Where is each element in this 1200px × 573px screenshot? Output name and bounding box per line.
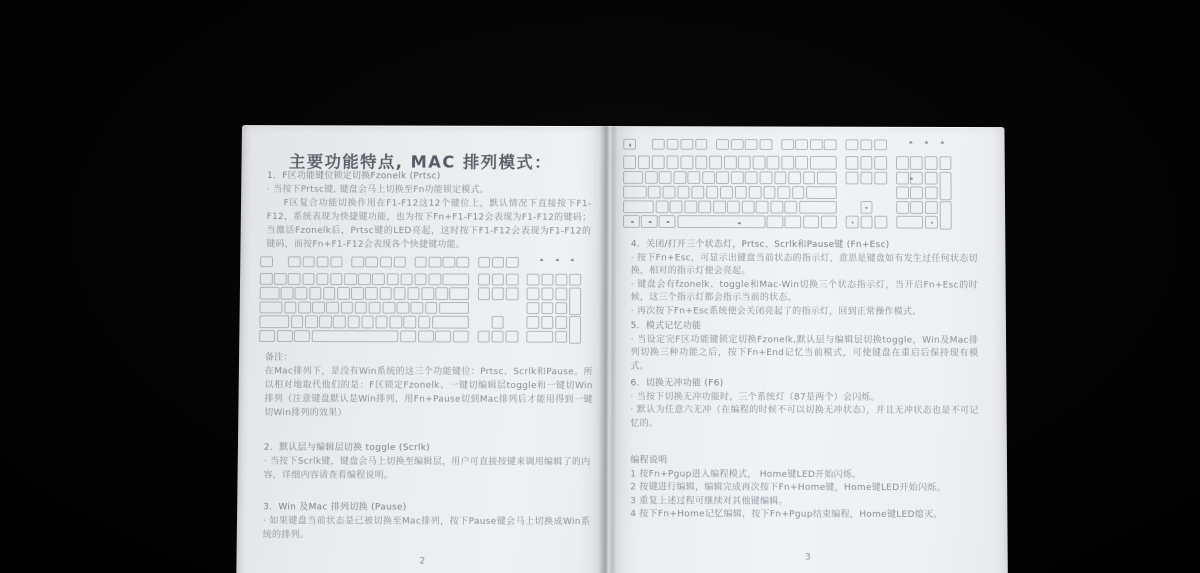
page-left (236, 125, 609, 573)
section-6-bullet: · 默认为任意六无冲（在编程的时候不可以切换无冲状态），并且无冲状态也是不可记忆的。 (630, 405, 979, 429)
programming-step: 3 重复上述过程可继续对其他键编辑。 (630, 496, 788, 507)
manual-booklet (236, 125, 1008, 573)
programming-step: 1 按Fn+Pgup进入编程模式， Home键LED开始闪烁。 (630, 469, 862, 480)
section-6 (630, 377, 978, 432)
section-2 (263, 441, 590, 484)
section-5 (631, 320, 979, 375)
section-5-heading: 5．模式记忆功能 (630, 321, 702, 332)
keyboard-diagram-icon (623, 139, 954, 231)
section-4-bullet: · 键盘会有fzonelk、toggle和Mac-Win切换三个状态指示灯，当开启Fn+Esc的时候，这三个指示灯都会指示当前的状态。 (630, 279, 978, 304)
section-4 (631, 239, 978, 320)
programming-step: 2 按键进行编辑，编辑完成再次按下Fn+Home键，Home键LED开始闪烁。 (630, 482, 946, 494)
section-3-bullet: · 如果键盘当前状态是已被切换至Mac排列，按下Pause键会马上切换成Win系统的排列。 (262, 516, 591, 541)
section-4-heading: 4．关闭/打开三个状态灯，Prtsc、Scrlk和Pause键 (Fn+Esc) (630, 239, 890, 251)
section-5-bullet: · 当设定完F区功能键锁定切换Fzonelk,默认层与编辑层切换toggle，Win及Mac排列切换三种功能之后，按下Fn+End记忆当前模式，可使键盘在重启后保持现有模式。 (630, 334, 979, 372)
section-4-bullet: · 再次按下Fn+Esc系统便会关闭亮起了的指示灯，回到正常操作模式。 (630, 306, 922, 317)
programming-heading: 编程说明 (630, 455, 668, 466)
programming-step: 4 按下Fn+Home记忆编辑，按下Fn+Pgup结束编程，Home键LED熄灭。 (630, 509, 943, 521)
section-4-bullet: · 按下Fn+Esc，可显示出键盘当前状态的指示灯，意思是键盘如有发生过任何状态切换，相对的指示灯便会亮起。 (630, 252, 978, 277)
section-3 (263, 500, 591, 543)
notes-block (264, 351, 593, 421)
section-2-bullet: · 当按下Scrlk键，键盘会马上切换至编辑层，用户可直接按键来调用编辑了的内容，详细内容请查看编程说明。 (263, 456, 591, 481)
section-2-heading: 2．默认层与编辑层切换 toggle (Scrlk) (263, 442, 431, 454)
page-number-right: 3 (805, 552, 811, 563)
section-6-heading: 6．切换无冲功能 (F6) (630, 378, 724, 389)
section-1-heading: 1．F区功能键位锁定切换Fzonelk (Prtsc) (267, 171, 441, 182)
notes-label: 备注： (264, 352, 293, 363)
page-right (608, 126, 1008, 573)
section-1-bullet: · 当按下Prtsc键, 键盘会马上切换至Fn功能锁定模式。 (266, 184, 490, 196)
programming-instructions (630, 455, 979, 523)
keyboard-diagram-icon (259, 256, 583, 344)
page-number-left: 2 (419, 556, 426, 567)
section-1 (266, 169, 591, 252)
section-1-paragraph: F区复合功能切换作用在F1-F12这12个键位上，默认情况下直接按下F1-F12，系统表现为快捷键功能，也为按下Fn+F1-F12会表现为F1-F12的键码；当激活Fzonelk后，Prtsc键的LED亮起，这时按下F1-F12会表现为F1-F12的键码，而按Fn+F1-F12会表现各个快捷键功能。 (266, 198, 592, 250)
section-3-heading: 3．Win 及Mac 排列切换 (Pause) (263, 502, 407, 513)
page-title: 主要功能特点, MAC 排列模式： (288, 152, 553, 172)
section-6-bullet: · 当按下切换无冲功能时，三个系统灯（87是两个）会闪烁。 (630, 391, 881, 403)
notes-text: 在Mac排列下，是没有Win系统的这三个功能键位：Prtsc、Scrlk和Pause。所以相对地取代他们的是：F区锁定Fzonelk、一键切编辑层toggle和一键切Win排列（注意键盘默认是Win排列，用Fn+Pause切到Mac排列后才能用得到一键切Win排列的效果） (264, 366, 593, 419)
